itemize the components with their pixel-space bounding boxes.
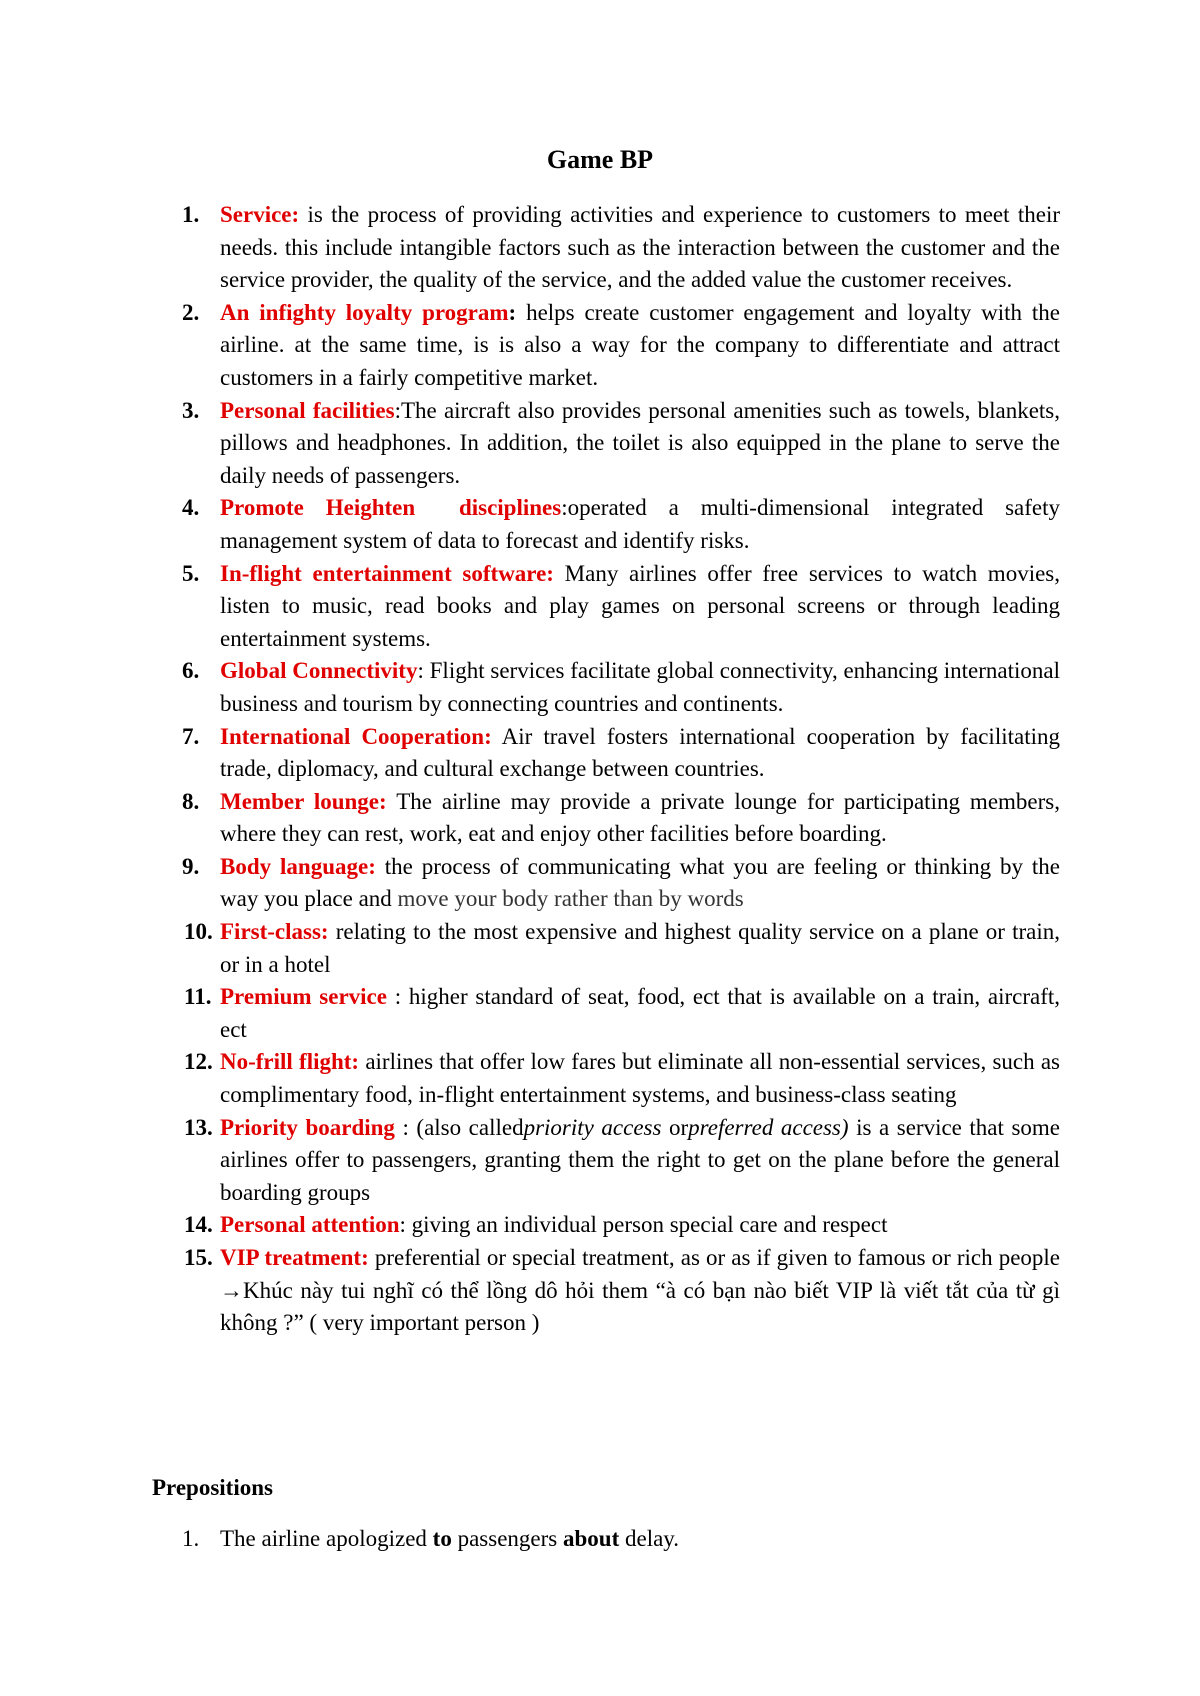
item-text: Many airlines offer free services to watch movies, listen to music, read books and play games on personal screens or through leading entertainment systems.	[220, 560, 1060, 651]
item-text-bold: about	[562, 1526, 620, 1551]
term-label: Personal attention	[220, 1212, 400, 1238]
item-number: 8.	[182, 788, 200, 814]
item-number: 3.	[182, 397, 200, 423]
term-label: Promote Heighten disciplines	[220, 495, 562, 521]
list-item	[184, 1209, 1060, 1242]
item-colon: :	[508, 299, 517, 325]
list-item	[184, 1112, 1060, 1210]
document-title: Game BP	[546, 145, 654, 174]
term-label: Global Connectivity	[220, 658, 418, 684]
item-text: delay.	[619, 1526, 680, 1551]
item-number: 1.	[182, 202, 200, 227]
item-number: 7.	[182, 723, 200, 749]
item-text: : higher standard of seat, food, ect that is available on a train, aircraft, ect	[220, 984, 1060, 1042]
term-label: First-class:	[220, 919, 329, 945]
list-item	[182, 492, 1061, 557]
term-label: Personal facilities	[220, 397, 395, 423]
item-number: 14.	[184, 1212, 213, 1238]
term-label: Premium service	[220, 984, 387, 1010]
item-text: passengers	[451, 1526, 563, 1551]
item-text: : giving an individual person special care and respect	[399, 1212, 888, 1238]
list-item	[182, 395, 1060, 493]
term-label: No-frill flight:	[220, 1049, 360, 1075]
term-label: VIP treatment:	[220, 1245, 369, 1270]
item-text: relating to the most expensive and highest quality service on a plane or train, or in a hotel	[220, 919, 1060, 977]
list-item	[182, 786, 1060, 851]
item-text: or	[661, 1114, 689, 1140]
list-item	[182, 655, 1061, 720]
item-number: 12.	[184, 1049, 213, 1075]
item-text: : (also called	[394, 1114, 524, 1140]
item-text: preferential or special treatment, as or as if given to famous or rich people →Khúc này tui nghĩ có thể lồng dô hỏi them “à có bạn nào biết VIP là viết tắt của từ gì không ?” ( very important person )	[220, 1245, 1061, 1336]
item-number: 11.	[184, 984, 212, 1010]
list-item	[182, 558, 1060, 656]
list-item	[182, 297, 1060, 395]
list-item	[184, 1242, 1061, 1340]
item-text-italic: priority access	[523, 1114, 662, 1140]
term-label: Member lounge:	[220, 788, 387, 814]
item-text: helps create customer engagement and loyalty with the airline. at the same time, is is also a way for the company to differentiate and attract customers in a fairly competitive market.	[220, 299, 1060, 390]
term-list	[182, 199, 1061, 1340]
list-item	[184, 916, 1060, 981]
item-number: 15.	[184, 1245, 213, 1270]
item-number: 6.	[182, 658, 200, 684]
item-number: 1.	[182, 1526, 200, 1551]
term-label: An infighty loyalty program	[220, 299, 509, 325]
item-number: 4.	[182, 495, 200, 521]
list-item	[182, 851, 1060, 916]
item-number: 10.	[184, 919, 213, 945]
item-number: 13.	[184, 1114, 213, 1140]
item-text-gray: move your body rather than by words	[397, 886, 744, 912]
term-label: Priority boarding	[220, 1114, 395, 1140]
list-item	[182, 1523, 1060, 1556]
item-text: is a service that some airlines offer to passengers, granting them the right to get on the plane before the general boarding groups	[220, 1114, 1060, 1205]
item-number: 9.	[182, 853, 200, 879]
item-text: Air travel fosters international cooperation by facilitating trade, diplomacy, and cultural exchange between countries.	[220, 723, 1060, 782]
term-label: Service:	[220, 202, 300, 227]
term-label: International Cooperation:	[220, 723, 492, 749]
list-item	[182, 721, 1060, 786]
list-item	[184, 1046, 1060, 1111]
item-text: the process of communicating what you are feeling or thinking by the way you place and	[220, 853, 1060, 912]
item-text-italic: preferred access)	[688, 1114, 849, 1140]
section-heading-prepositions: Prepositions	[152, 1475, 273, 1500]
term-label: In-flight entertainment software:	[220, 560, 554, 586]
item-number: 5.	[182, 560, 200, 586]
item-text: is the process of providing activities and experience to customers to meet their needs. this include intangible factors such as the interaction between the customer and the service provider, the quality of the service, and the added value the customer receives.	[220, 202, 1060, 293]
list-item	[184, 981, 1060, 1046]
item-text: : Flight services facilitate global connectivity, enhancing international business and tourism by connecting countries and continents.	[220, 658, 1061, 716]
item-text: :operated a multi-dimensional integrated safety management system of data to forecast and identify risks.	[220, 495, 1061, 553]
prepositions-list	[182, 1523, 1060, 1556]
item-text: airlines that offer low fares but eliminate all non-essential services, such as complimentary food, in-flight entertainment systems, and business-class seating	[220, 1049, 1060, 1108]
term-label: Body language:	[220, 853, 376, 879]
item-number: 2.	[182, 299, 200, 325]
item-text: The airline apologized	[220, 1526, 433, 1551]
list-item	[182, 199, 1060, 297]
item-text: The airline may provide a private lounge for participating members, where they can rest, work, eat and enjoy other facilities before boarding.	[220, 788, 1060, 847]
item-text: :The aircraft also provides personal amenities such as towels, blankets, pillows and headphones. In addition, the toilet is also equipped in the plane to serve the daily needs of passengers.	[220, 397, 1060, 488]
item-text-bold: to	[432, 1526, 452, 1551]
